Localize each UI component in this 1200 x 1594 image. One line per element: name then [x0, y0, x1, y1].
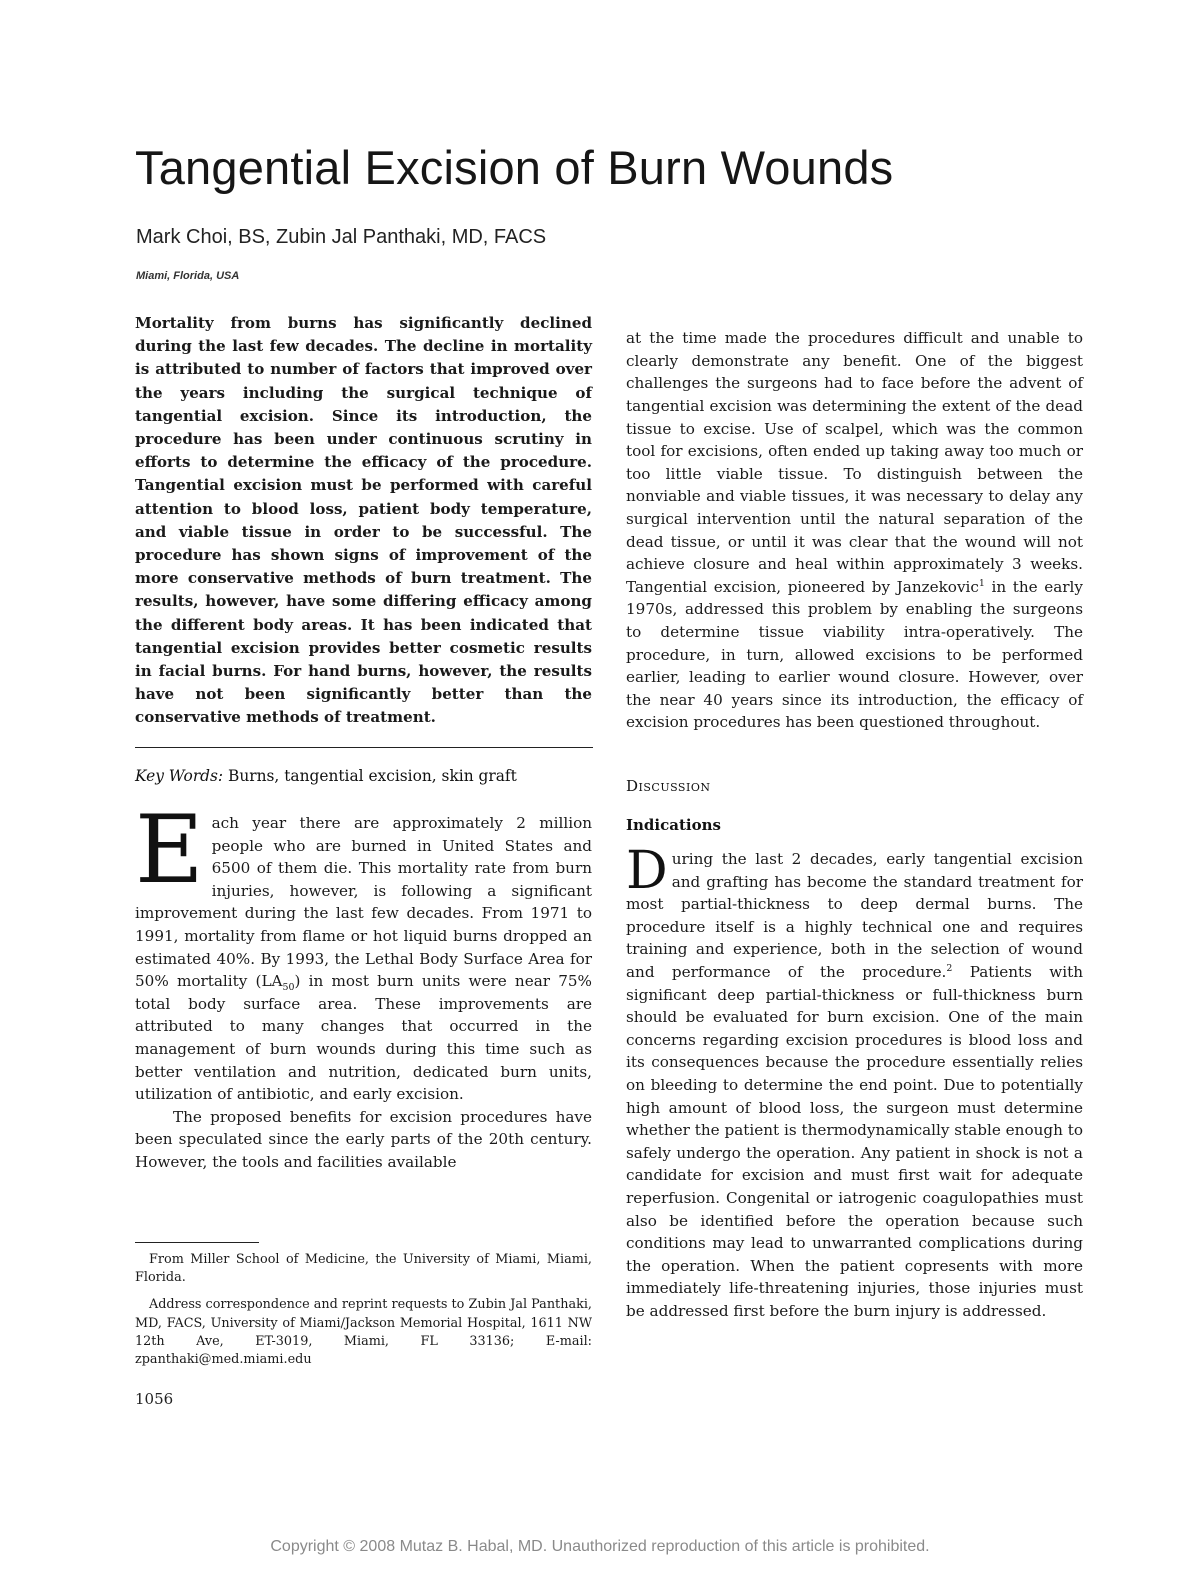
continued-paragraph [626, 327, 1083, 734]
right-column [626, 312, 1083, 749]
subsection-heading-indications: Indications [626, 816, 721, 834]
article-title: Tangential Excision of Burn Wounds [135, 141, 894, 194]
keywords-label: Key Words: [135, 767, 224, 785]
indications-section [626, 841, 1083, 1322]
drop-cap-e: E [135, 796, 204, 905]
indications-text-part-1: uring the last 2 decades, early tangential excision and grafting has become the standard treatment for most partial-thickness to deep dermal burns. The procedure itself is a highly technical one and requires training and experience, both in the selection of wound and performance of the procedure. [626, 850, 1083, 981]
abstract: Mortality from burns has significantly declined during the last few decades. The decline in mortality is attributed to number of factors that improved over the years including the surgical technique of tangential excision. Since its introduction, the procedure has been under continuous scrutiny in efforts to determine the efficacy of the procedure. Tangential excision must be performed with careful attention to blood loss, patient body temperature, and viable tissue in order to be successful. The procedure has shown signs of improvement of the more conservative methods of burn treatment. The results, however, have some differing efficacy among the different body areas. It has been indicated that tangential excision provides better cosmetic results in facial burns. For hand burns, however, the results have not been significantly better than the conservative methods of treatment. [135, 314, 592, 727]
continued-text-part-2: in the early 1970s, addressed this problem by enabling the surgeons to determine tissue viability intra-operatively. The procedure, in turn, allowed excisions to be performed earlier, leading to earlier wound closure. However, over the near 40 years since its introduction, the efficacy of excision procedures has been questioned throughout. [626, 577, 1083, 732]
footnotes [135, 1251, 592, 1378]
footnote-affiliation: From Miller School of Medicine, the University of Miami, Miami, Florida. [135, 1252, 592, 1286]
intro-paragraph-2: The proposed benefits for excision procedures have been speculated since the early parts of the 20th century. However, the tools and facilities available [135, 1107, 592, 1171]
indications-text-part-2: Patients with significant deep partial-thickness or full-thickness burn should be evaluated for burn excision. One of the main concerns regarding excision procedures is blood loss and its consequences because the procedure essentially relies on bleeding to determine the end point. Due to potentially high amount of blood loss, the surgeon must determine whether the patient is thermodynamically stable enough to safely undergo the operation. Any patient in shock is not a candidate for excision and must first wait for adequate reperfusion. Congenital or iatrogenic coagulopathies must also be identified before the operation because such conditions may lead to unwarranted complications during the operation. When the patient copresents with more immediately life-threatening injuries, those injuries must be addressed first before the burn injury is addressed. [626, 962, 1083, 1320]
left-column [135, 312, 592, 730]
author-affiliation: Miami, Florida, USA [136, 270, 240, 282]
article-authors: Mark Choi, BS, Zubin Jal Panthaki, MD, FACS [136, 226, 547, 248]
reference-2: 2 [946, 962, 953, 974]
introduction [135, 796, 592, 1174]
intro-text-part-2: ) in most burn units were near 75% total body surface area. These improvements are attributed to many changes that occurred in the management of burn wounds during this time such as better ventilation and nutrition, dedicated burn units, utilization of antibiotic, and early excision. [135, 972, 592, 1104]
indications-paragraph [626, 841, 1083, 1322]
page-number: 1056 [135, 1390, 174, 1408]
keywords [135, 764, 593, 788]
footnote-divider [135, 1242, 259, 1243]
reference-1: 1 [978, 577, 985, 589]
intro-paragraph-1 [135, 796, 592, 1106]
abstract-divider [135, 747, 593, 748]
continued-text-part-1: at the time made the procedures difficult and unable to clearly demonstrate any benefit. One of the biggest challenges the surgeons had to face before the advent of tangential excision was determining the extent of the dead tissue to excise. Use of scalpel, which was the common tool for excisions, often ended up taking away too much or too little viable tissue. To distinguish between the nonviable and viable tissues, it was necessary to delay any surgical intervention until the natural separation of the dead tissue, or until it was clear that the wound will not achieve closure and heal within approximately 3 weeks. Tangential excision, pioneered by Janzekovic [626, 329, 1083, 596]
copyright-notice: Copyright © 2008 Mutaz B. Habal, MD. Unauthorized reproduction of this article is prohibited. [270, 1538, 930, 1555]
keywords-value: Burns, tangential excision, skin graft [228, 767, 517, 785]
footnote-correspondence: Address correspondence and reprint requests to Zubin Jal Panthaki, MD, FACS, University of Miami/Jackson Memorial Hospital, 1611 NW 12th Ave, ET-3019, Miami, FL 33136; E-mail: zpanthaki@med.miami.edu [135, 1297, 592, 1368]
drop-cap-d: D [626, 841, 668, 901]
subscript-50: 50 [282, 982, 295, 994]
intro-text-part-1: ach year there are approximately 2 million people who are burned in United States and 6500 of them die. This mortality rate from burn injuries, however, is following a significant improvement during the last few decades. From 1971 to 1991, mortality from flame or hot liquid burns dropped an estimated 40%. By 1993, the Lethal Body Surface Area for 50% mortality (LA [135, 814, 592, 991]
section-heading-discussion: Discussion [626, 777, 711, 795]
